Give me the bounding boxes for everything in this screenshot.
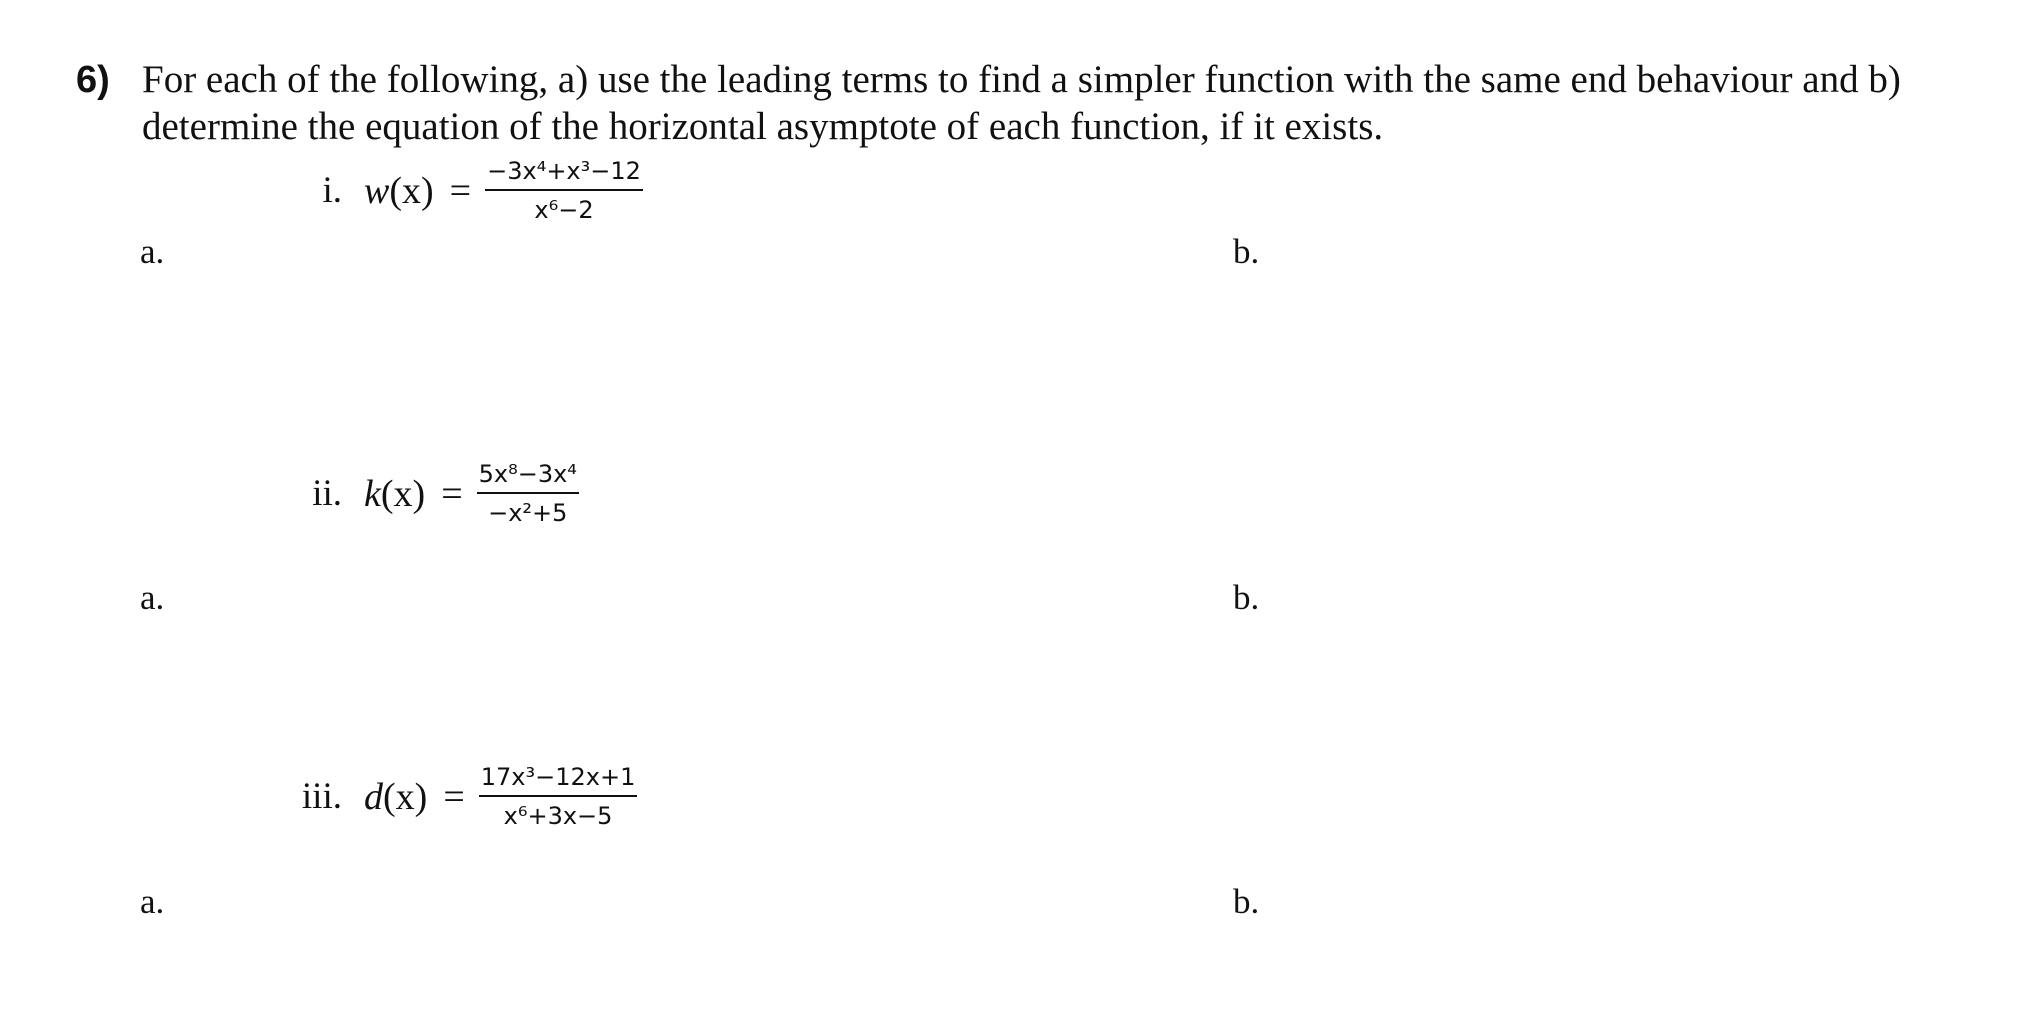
part-ii-equals: =: [441, 472, 463, 515]
part-iii-denominator: x⁶+3x−5: [503, 802, 613, 830]
part-i-fraction: [485, 156, 643, 225]
part-iii-fraction: [479, 762, 638, 831]
part-iii-answer-b-label: b.: [1233, 882, 1260, 921]
part-ii-denominator: −x²+5: [488, 499, 568, 527]
part-ii-fraction: [477, 459, 579, 528]
part-iii-equals: =: [443, 775, 465, 818]
part-i-roman: i.: [322, 170, 342, 211]
part-ii-function-name: k: [364, 472, 381, 515]
part-i-equals: =: [449, 169, 472, 212]
part-i-denominator: x⁶−2: [534, 196, 594, 224]
part-iii-roman: iii.: [301, 776, 342, 817]
part-i-function-name: w: [364, 169, 390, 212]
question-number: 6): [76, 59, 110, 101]
part-iii-equation: [282, 762, 637, 831]
part-i-argument: (x): [389, 169, 434, 212]
part-i-answer-b-label: b.: [1233, 232, 1260, 271]
question-text: For each of the following, a) use the leading terms to find a simpler function with the same end behaviour and b) determine the equation of the horizontal asymptote of each function, if it exists.: [142, 58, 1901, 148]
part-iii-argument: (x): [383, 775, 428, 818]
part-ii-roman: ii.: [312, 473, 342, 514]
part-iii-numerator: 17x³−12x+1: [479, 762, 638, 797]
part-i-answer-a-label: a.: [140, 232, 165, 271]
part-ii-equation: [282, 459, 579, 528]
part-ii-numerator: 5x⁸−3x⁴: [477, 459, 579, 494]
part-ii-argument: (x): [380, 472, 426, 515]
part-i-equation: [282, 156, 643, 225]
part-ii-answer-a-label: a.: [140, 578, 165, 617]
part-iii-answer-a-label: a.: [140, 882, 165, 921]
part-iii-function-name: d: [364, 775, 383, 818]
part-ii-answer-b-label: b.: [1233, 578, 1260, 617]
part-i-numerator: −3x⁴+x³−12: [485, 156, 643, 191]
